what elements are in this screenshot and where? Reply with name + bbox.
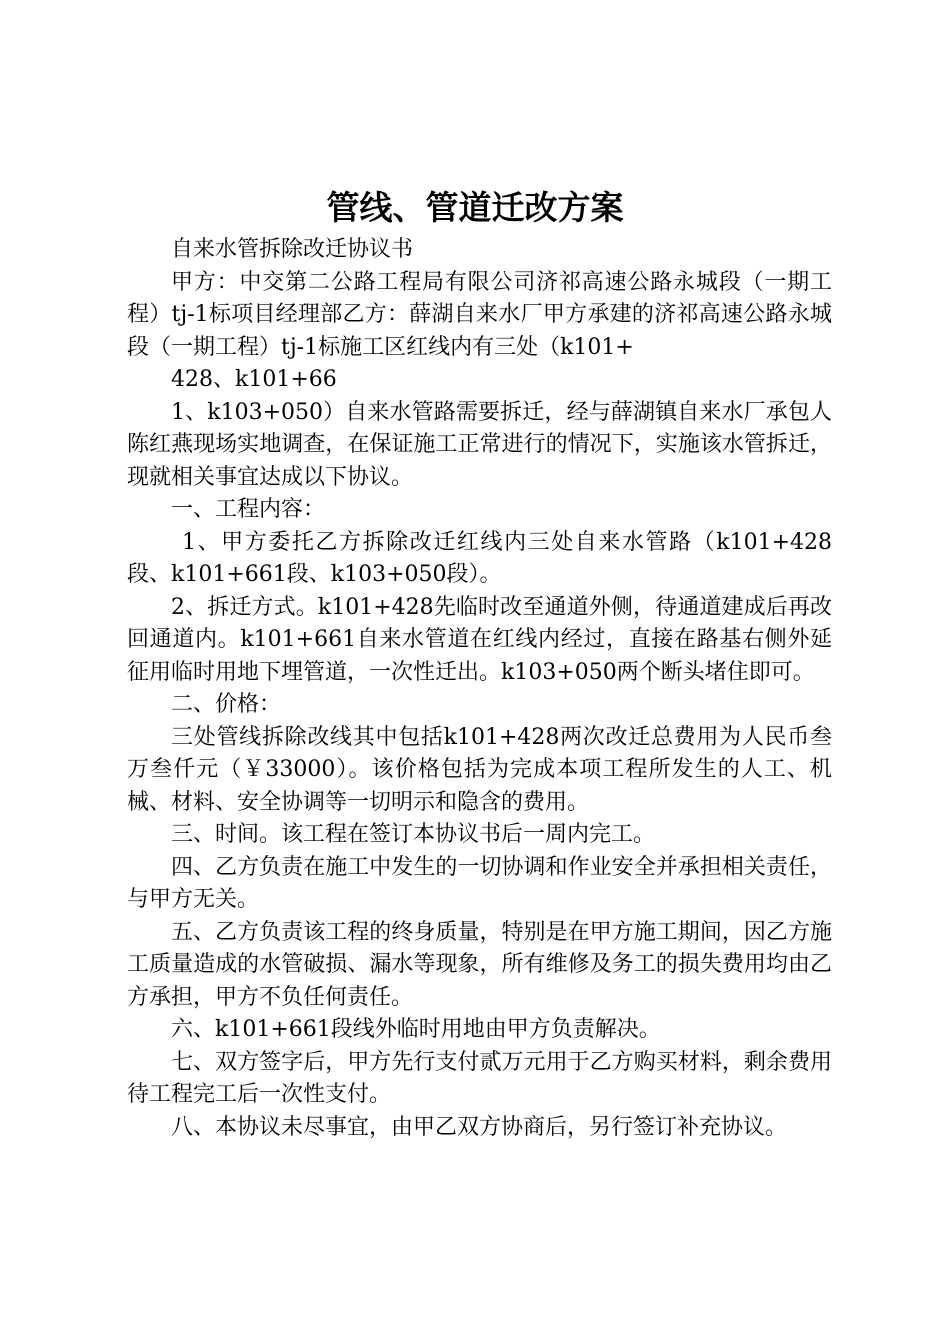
paragraph-clause-5: 五、乙方负责该工程的终身质量，特别是在甲方施工期间，因乙方施工质量造成的水管破损、漏水等现象，所有维修及务工的损失费用均由乙方承担，甲方不负任何责任。 (127, 919, 832, 1010)
paragraph-clause-4: 四、乙方负责在施工中发生的一切协调和作业安全并承担相关责任，与甲方无关。 (127, 854, 832, 912)
paragraph-clause-7: 七、双方签字后，甲方先行支付贰万元用于乙方购买材料，剩余费用待工程完工后一次性支付。 (127, 1049, 832, 1107)
document-title: 管线、管道迁改方案 (326, 188, 624, 227)
paragraph-time: 三、时间。该工程在签订本协议书后一周内完工。 (171, 822, 656, 847)
section-heading-price: 二、价格： (171, 692, 282, 717)
paragraph-background: 1、k103+050）自来水管路需要拆迁，经与薛湖镇自来水厂承包人陈红燕现场实地调查，在保证施工正常进行的情况下，实施该水管拆迁，现就相关事宜达成以下协议。 (127, 399, 832, 490)
paragraph-clause-8: 八、本协议未尽事宜，由甲乙双方协商后，另行签订补充协议。 (171, 1114, 788, 1140)
paragraph-work-item-2: 2、拆迁方式。k101+428先临时改至通道外侧，待通道建成后再改回通道内。k101+661自来水管道在红线内经过，直接在路基右侧外延征用临时用地下埋管道，一次性迁出。k103+050两个断头堵住即可。 (127, 594, 832, 685)
paragraph-agreement-heading: 自来水管拆除改迁协议书 (171, 237, 414, 262)
section-heading-work-content: 一、工程内容： (171, 497, 326, 522)
paragraph-parties: 甲方：中交第二公路工程局有限公司济祁高速公路永城段（一期工程）tj-1标项目经理部乙方：薛湖自来水厂甲方承建的济祁高速公路永城段（一期工程）tj-1标施工区红线内有三处（k101+ (127, 269, 832, 360)
document-body (127, 234, 832, 1144)
paragraph-location-fragment: 428、k101+66 (171, 367, 337, 392)
paragraph-price: 三处管线拆除改线其中包括k101+428两次改迁总费用为人民币叁万叁仟元（￥33000）。该价格包括为完成本项工程所发生的人工、机械、材料、安全协调等一切明示和隐含的费用。 (127, 724, 832, 815)
paragraph-clause-6: 六、k101+661段线外临时用地由甲方负责解决。 (171, 1017, 661, 1042)
paragraph-work-item-1: 1、甲方委托乙方拆除改迁红线内三处自来水管路（k101+428段、k101+661段、k103+050段）。 (127, 529, 832, 587)
